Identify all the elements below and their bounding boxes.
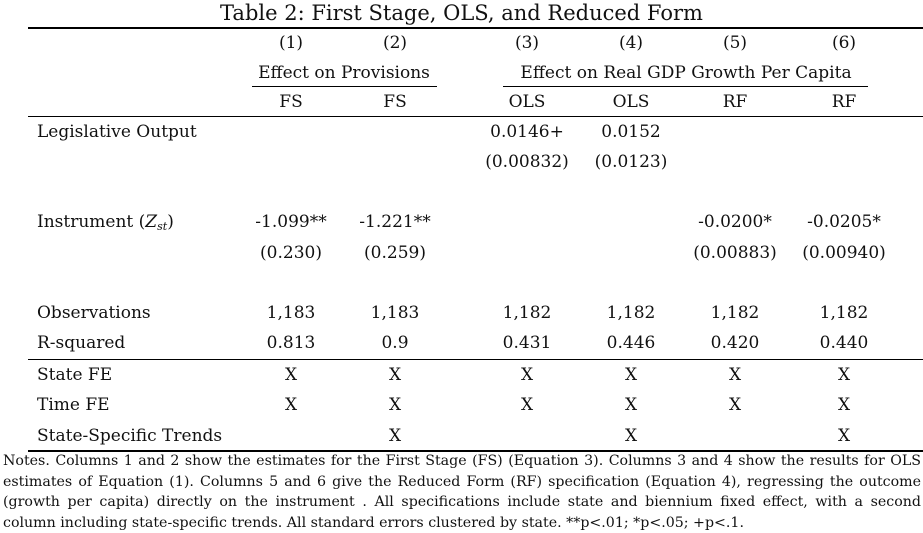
model-type: RF — [831, 92, 857, 112]
check-cell: X — [624, 365, 638, 385]
check-cell: X — [837, 426, 851, 446]
group-header-gdp: Effect on Real GDP Growth Per Capita — [520, 63, 852, 83]
check-cell: X — [728, 365, 742, 385]
check-cell: X — [284, 395, 298, 415]
stats-rule — [28, 359, 923, 360]
stat-cell: 0.420 — [710, 333, 760, 353]
model-type: FS — [383, 92, 407, 112]
stat-cell: 0.446 — [606, 333, 656, 353]
coef-cell: 0.0146+ — [490, 122, 564, 142]
table-notes: Notes. Columns 1 and 2 show the estimates for the First Stage (FS) (Equation 3). Columns 3 and 4 show the results for OLS estimates of Equation (1). Columns 5 and 6 give the Reduced Form (RF) specification (Equation 4), regressing the outcome (growth per capita) directly on the instrument . All specifications include state and biennium fixed effect, with a second column including state-specific trends. All standard errors clustered by state. **p<.01; *p<.05; +p<.1. — [3, 453, 921, 531]
top-rule — [28, 27, 923, 29]
check-cell: X — [520, 395, 534, 415]
coef-cell: 0.0152 — [601, 122, 661, 142]
column-number: (3) — [514, 33, 540, 53]
coef-cell: -1.221** — [359, 212, 431, 232]
table-caption: Table 2: First Stage, OLS, and Reduced Form — [220, 1, 703, 25]
row-label-state-fe: State FE — [37, 365, 113, 385]
group-header-provisions: Effect on Provisions — [258, 63, 430, 83]
check-cell: X — [728, 395, 742, 415]
column-number: (2) — [382, 33, 408, 53]
stat-cell: 0.440 — [819, 333, 869, 353]
se-cell: (0.230) — [260, 243, 322, 263]
coef-cell: -0.0205* — [807, 212, 881, 232]
stat-cell: 1,182 — [710, 303, 760, 323]
coef-cell: -0.0200* — [698, 212, 772, 232]
se-cell: (0.0123) — [594, 152, 668, 172]
stat-cell: 0.813 — [266, 333, 316, 353]
stat-cell: 1,182 — [819, 303, 869, 323]
column-number: (4) — [618, 33, 644, 53]
model-type: RF — [722, 92, 748, 112]
stat-cell: 1,182 — [502, 303, 552, 323]
check-cell: X — [624, 395, 638, 415]
column-number: (1) — [278, 33, 304, 53]
stat-cell: 0.431 — [502, 333, 552, 353]
column-number: (5) — [722, 33, 748, 53]
model-type: FS — [279, 92, 303, 112]
model-type: OLS — [612, 92, 650, 112]
se-cell: (0.259) — [364, 243, 426, 263]
stat-cell: 1,182 — [606, 303, 656, 323]
se-cell: (0.00832) — [485, 152, 569, 172]
group-underline-gdp — [503, 86, 868, 87]
check-cell: X — [624, 426, 638, 446]
se-cell: (0.00940) — [802, 243, 886, 263]
check-cell: X — [388, 426, 402, 446]
stat-cell: 0.9 — [381, 333, 409, 353]
row-label-legislative-output: Legislative Output — [37, 122, 197, 142]
check-cell: X — [837, 395, 851, 415]
check-cell: X — [520, 365, 534, 385]
check-cell: X — [837, 365, 851, 385]
row-label-observations: Observations — [37, 303, 151, 323]
model-type: OLS — [508, 92, 546, 112]
check-cell: X — [284, 365, 298, 385]
check-cell: X — [388, 395, 402, 415]
column-number: (6) — [831, 33, 857, 53]
se-cell: (0.00883) — [693, 243, 777, 263]
row-label-time-fe: Time FE — [37, 395, 110, 415]
row-label-state-trends: State-Specific Trends — [37, 426, 223, 446]
row-label-instrument: Instrument $(Z_{st})$ — [37, 212, 174, 233]
coef-cell: -1.099** — [255, 212, 327, 232]
row-label-r-squared: R-squared — [37, 333, 126, 353]
stat-cell: 1,183 — [370, 303, 420, 323]
check-cell: X — [388, 365, 402, 385]
stat-cell: 1,183 — [266, 303, 316, 323]
